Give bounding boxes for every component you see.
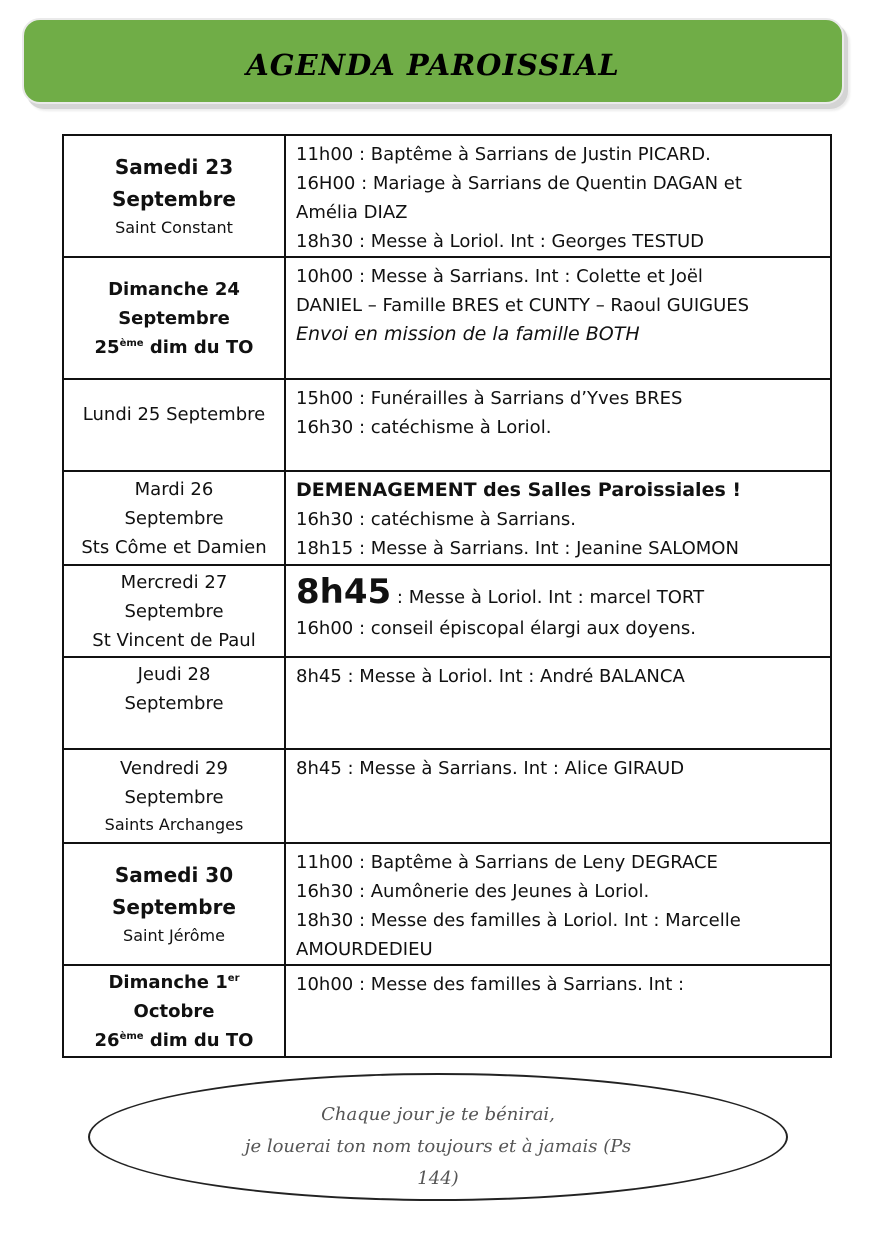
month-label: Septembre	[124, 693, 224, 714]
quote-line: je louerai ton nom toujours et à jamais (Ps	[244, 1136, 632, 1157]
events-cell	[285, 135, 831, 257]
events-cell	[285, 965, 831, 1057]
day-label: Samedi 30	[114, 863, 234, 887]
event-line: 18h15 : Messe à Sarrians. Int : Jeanine SALOMON	[296, 538, 739, 559]
quote-line: Chaque jour je te bénirai,	[321, 1104, 555, 1125]
event-time-large: 8h45	[296, 572, 392, 612]
agenda-table	[62, 134, 832, 1058]
saint-label: Sts Côme et Damien	[81, 536, 267, 558]
saint-label: Saints Archanges	[104, 815, 244, 834]
month-label: Septembre	[112, 187, 236, 211]
day-cell	[63, 135, 285, 257]
table-row	[63, 657, 831, 749]
month-label: Septembre	[124, 600, 224, 622]
month-label: Septembre	[118, 307, 230, 329]
event-line: 8h45 : Messe à Sarrians. Int : Alice GIRAUD	[296, 758, 685, 779]
events-cell	[285, 257, 831, 379]
event-line: 15h00 : Funérailles à Sarrians d’Yves BRES	[296, 388, 683, 409]
month-label: Septembre	[124, 787, 224, 808]
event-line: 8h45 : Messe à Loriol. Int : marcel TORT	[296, 572, 705, 612]
event-line: 11h00 : Baptême à Sarrians de Leny DEGRACE	[296, 852, 718, 873]
day-cell	[63, 471, 285, 565]
table-row	[63, 379, 831, 471]
saint-label: Saint Jérôme	[123, 926, 225, 945]
table-row	[63, 135, 831, 257]
events-cell	[285, 379, 831, 471]
event-line: 16h30 : catéchisme à Sarrians.	[296, 509, 577, 530]
day-label: Vendredi 29	[120, 758, 228, 779]
day-label: Mercredi 27	[120, 571, 228, 593]
events-cell	[285, 749, 831, 843]
quote-oval	[88, 1073, 788, 1201]
event-line: 8h45 : Messe à Loriol. Int : André BALANCA	[296, 666, 685, 687]
event-line: 16h30 : Aumônerie des Jeunes à Loriol.	[296, 881, 650, 902]
events-cell	[285, 565, 831, 657]
day-label: Jeudi 28	[137, 664, 211, 685]
event-line: 16H00 : Mariage à Sarrians de Quentin DAGAN et	[296, 173, 742, 194]
saint-label: St Vincent de Paul	[92, 629, 256, 651]
day-cell	[63, 379, 285, 471]
day-cell	[63, 657, 285, 749]
event-line: 10h00 : Messe à Sarrians. Int : Colette et Joël	[296, 266, 703, 287]
event-highlight: Envoi en mission de la famille BOTH	[296, 323, 640, 345]
day-cell	[63, 843, 285, 965]
day-label: Lundi 25 Septembre	[82, 404, 266, 425]
table-row	[63, 565, 831, 657]
table-row	[63, 965, 831, 1057]
day-label: Samedi 23	[114, 155, 234, 179]
event-line: AMOURDEDIEU	[296, 939, 433, 960]
event-headline: DEMENAGEMENT des Salles Paroissiales !	[296, 479, 742, 501]
event-line: 10h00 : Messe des familles à Sarrians. Int :	[296, 974, 685, 995]
month-label: Septembre	[112, 895, 236, 919]
month-label: Septembre	[124, 507, 224, 529]
events-cell	[285, 843, 831, 965]
day-label: Dimanche 24	[108, 278, 240, 300]
day-label: Mardi 26	[134, 478, 214, 500]
event-line: 18h30 : Messe des familles à Loriol. Int : Marcelle	[296, 910, 741, 931]
title-banner	[22, 18, 844, 104]
table-row	[63, 843, 831, 965]
events-cell	[285, 471, 831, 565]
day-label: Dimanche 1er	[108, 971, 240, 993]
event-line: Amélia DIAZ	[296, 202, 408, 223]
table-row	[63, 257, 831, 379]
month-label: Octobre	[133, 1000, 215, 1022]
event-line: 16h30 : catéchisme à Loriol.	[296, 417, 552, 438]
table-row	[63, 749, 831, 843]
event-line: DANIEL – Famille BRES et CUNTY – Raoul GUIGUES	[296, 295, 750, 316]
events-cell	[285, 657, 831, 749]
day-cell	[63, 565, 285, 657]
day-cell	[63, 965, 285, 1057]
event-line: 16h00 : conseil épiscopal élargi aux doyens.	[296, 618, 697, 639]
day-cell	[63, 257, 285, 379]
liturgical-sunday: 25ème dim du TO	[94, 336, 254, 358]
table-row	[63, 471, 831, 565]
event-line: 11h00 : Baptême à Sarrians de Justin PICARD.	[296, 144, 711, 165]
quote-text	[90, 1099, 786, 1195]
liturgical-sunday: 26ème dim du TO	[94, 1029, 254, 1051]
event-line: 18h30 : Messe à Loriol. Int : Georges TESTUD	[296, 231, 705, 252]
saint-label: Saint Constant	[115, 218, 233, 237]
day-cell	[63, 749, 285, 843]
quote-line: 144)	[417, 1168, 459, 1189]
page-title: AGENDA PAROISSIAL	[246, 48, 620, 82]
